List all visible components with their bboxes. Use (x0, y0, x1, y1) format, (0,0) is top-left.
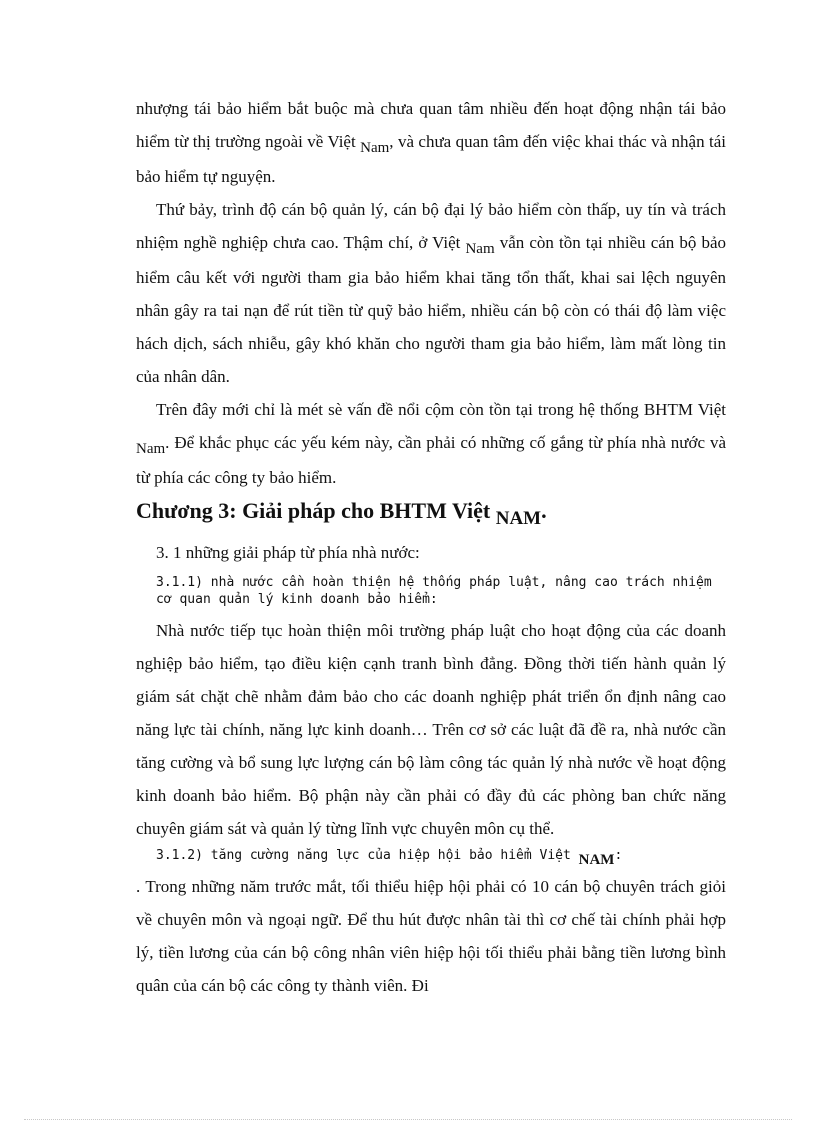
paragraph-text: nhượng tái bảo hiểm bắt buộc mà chưa quan tâm nhiều đến hoạt động nhận tái bảo hiểm từ thị trường ngoài về Việt (136, 99, 726, 151)
paragraph-reinsurance (136, 92, 726, 193)
paragraph-text: vẫn còn tồn tại nhiều cán bộ bảo hiểm câu kết với người tham gia bảo hiểm khai tăng tổn thất, khai sai lệch nguyên nhân gây ra tai nạn để rút tiền từ quỹ bảo hiểm, nhiều cán bộ còn có thái độ làm việc hách dịch, sách nhiễu, gây khó khăn cho người tham gia bảo hiểm, làm mất lòng tin của nhân dân. (136, 233, 726, 386)
paragraph-staff-quality (136, 193, 726, 393)
country-name: Nam (465, 241, 495, 257)
country-name: Nam (136, 441, 166, 457)
paragraph-text: Trên đây mới chỉ là mét sè vấn đề nổi cộm còn tồn tại trong hệ thống BHTM Việt (156, 400, 726, 419)
paragraph-text: Thứ bảy, trình độ cán bộ quản lý, cán bộ đại lý bảo hiểm còn thấp, uy tín và trách nhiệm nghề nghiệp chưa cao. Thậm chí, ở Việt (136, 200, 726, 252)
paragraph-text: . Để khắc phục các yếu kém này, cần phải có những cố gắng từ phía nhà nước và từ phía các công ty bảo hiểm. (136, 433, 726, 487)
page-bottom-divider (24, 1119, 792, 1120)
subsection-title-end: : (614, 848, 623, 863)
section-heading: 3. 1 những giải pháp từ phía nhà nước: (156, 543, 420, 562)
paragraph-legal-framework: Nhà nước tiếp tục hoàn thiện môi trường pháp luật cho hoạt động của các doanh nghiệp bảo hiểm, tạo điều kiện cạnh tranh bình đẳng. Đồng thời tiến hành quản lý giám sát chặt chẽ nhằm đảm bảo cho các doanh nghiệp phát triển ổn định nâng cao năng lực tài chính, năng lực kinh doanh… Trên cơ sở các luật đã đề ra, nhà nước cần tăng cường và bổ sung lực lượng cán bộ làm công tác quản lý nhà nước về hoạt động kinh doanh bảo hiểm. Bộ phận này cần phải có đầy đủ các phòng ban chức năng chuyên giám sát và quản lý từng lĩnh vực chuyên môn cụ thể. (136, 621, 726, 838)
country-name: Nam (360, 140, 390, 156)
chapter-title-end: . (541, 498, 547, 523)
country-name: NAM (578, 852, 615, 868)
paragraph-summary (136, 393, 726, 494)
paragraph-text: , và chưa quan tâm đến việc khai thác và nhận tái bảo hiểm tự nguyện. (136, 132, 727, 186)
chapter-title: Chương 3: Giải pháp cho BHTM Việt (136, 498, 496, 523)
document-page (136, 92, 726, 1002)
subsection-title: 3.1.2) tăng cường năng lực của hiệp hội bảo hiểm Việt (156, 848, 579, 863)
subsection-heading-association (156, 847, 726, 868)
subsection-heading: 3.1.1) nhà nước cần hoàn thiện hệ thống pháp luật, nâng cao trách nhiệm cơ quan quản lý kinh doanh bảo hiểm: (156, 575, 712, 607)
chapter-heading (136, 496, 726, 528)
paragraph-association: . Trong những năm trước mắt, tối thiểu hiệp hội phải có 10 cán bộ chuyên trách giỏi về chuyên môn và ngoại ngữ. Để thu hút được nhân tài thì cơ chế tài chính phải hợp lý, tiền lương của cán bộ công nhân viên hiệp hội tối thiểu phải bằng tiền lương bình quân của cán bộ các công ty thành viên. Đi (136, 877, 726, 995)
country-name: NAM (495, 508, 542, 529)
